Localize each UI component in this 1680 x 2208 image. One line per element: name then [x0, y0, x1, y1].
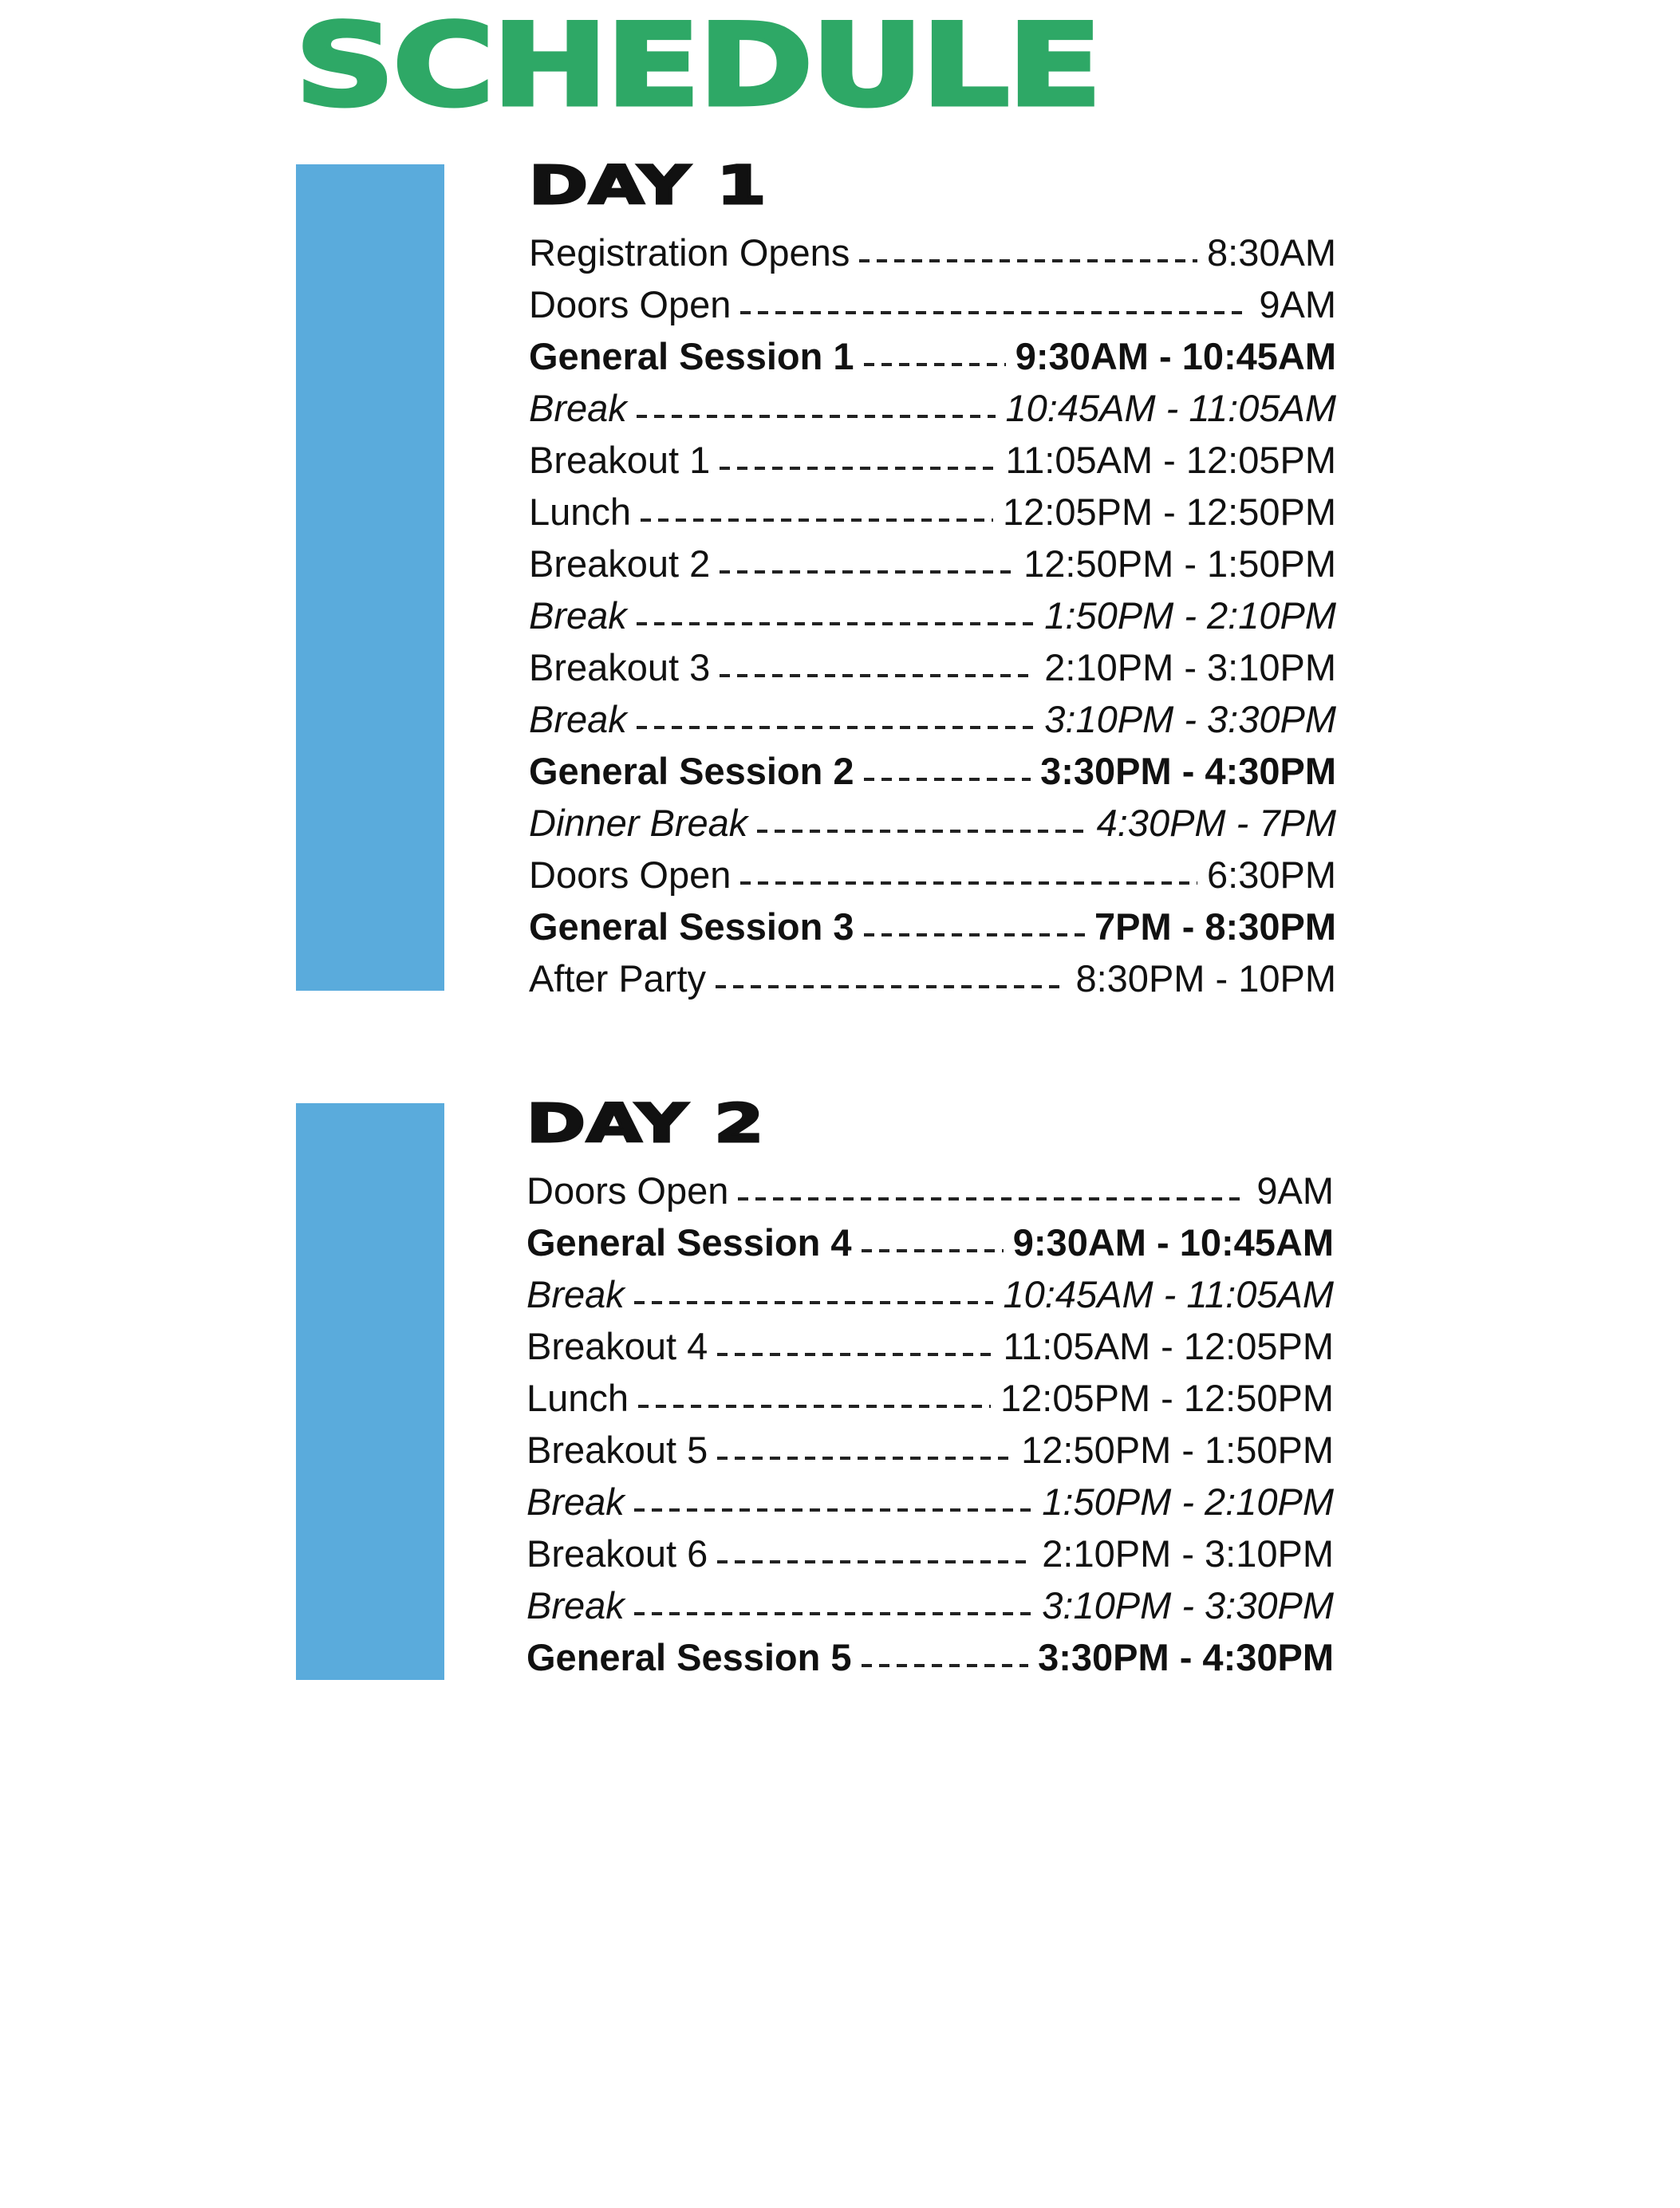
schedule-row	[526, 1268, 1334, 1320]
event-time: 8:30PM - 10PM	[1075, 957, 1336, 1000]
day-2-list	[526, 1165, 1334, 1683]
event-time: 12:05PM - 12:50PM	[1003, 491, 1336, 533]
event-time: 3:10PM - 3:30PM	[1042, 1584, 1334, 1626]
event-label: Break	[529, 387, 627, 429]
event-time: 2:10PM - 3:10PM	[1042, 1532, 1334, 1575]
event-time: 7PM - 8:30PM	[1094, 905, 1336, 948]
dotted-leader	[757, 830, 1086, 833]
event-time: 10:45AM - 11:05AM	[1005, 387, 1336, 429]
dotted-leader	[634, 1612, 1033, 1615]
event-label: Dinner Break	[529, 802, 748, 844]
dotted-leader	[720, 570, 1014, 574]
date-bar-day-2	[296, 1103, 444, 2208]
dotted-leader	[864, 933, 1085, 936]
schedule-row	[526, 1476, 1334, 1528]
event-time: 12:50PM - 1:50PM	[1021, 1429, 1334, 1471]
schedule-row	[526, 1579, 1334, 1631]
event-label: Breakout 5	[526, 1429, 708, 1471]
event-time: 9:30AM - 10:45AM	[1012, 1221, 1334, 1264]
event-label: Break	[526, 1481, 625, 1523]
event-time: 3:30PM - 4:30PM	[1040, 750, 1336, 792]
dotted-leader	[634, 1301, 994, 1304]
dotted-leader	[641, 518, 993, 522]
day-2-heading: DAY 2	[526, 1093, 765, 1154]
event-label: General Session 1	[529, 335, 854, 377]
schedule-row	[529, 486, 1336, 538]
event-label: Breakout 3	[529, 646, 711, 688]
day-1-heading: DAY 1	[529, 155, 767, 216]
schedule-row	[529, 382, 1336, 434]
event-label: Lunch	[526, 1377, 629, 1419]
event-label: Break	[529, 698, 627, 740]
event-label: Breakout 6	[526, 1532, 708, 1575]
dotted-leader	[637, 622, 1035, 625]
schedule-title: SCHEDULE	[295, 0, 1100, 132]
schedule-row	[529, 693, 1336, 745]
dotted-leader	[862, 1249, 1004, 1252]
event-label: Registration Opens	[529, 231, 850, 274]
dotted-leader	[864, 363, 1006, 366]
day-1-list	[529, 227, 1336, 1004]
event-label: Break	[526, 1584, 625, 1626]
dotted-leader	[864, 778, 1031, 781]
schedule-row	[529, 330, 1336, 382]
dotted-leader	[637, 415, 996, 418]
event-label: Breakout 2	[529, 542, 711, 585]
event-label: Doors Open	[529, 854, 732, 896]
event-label: After Party	[529, 957, 707, 1000]
schedule-row	[529, 901, 1336, 952]
event-time: 12:05PM - 12:50PM	[1000, 1377, 1334, 1419]
schedule-row	[529, 538, 1336, 589]
schedule-row	[526, 1631, 1334, 1683]
schedule-row	[526, 1372, 1334, 1424]
event-time: 9AM	[1259, 283, 1336, 325]
schedule-row	[529, 434, 1336, 486]
schedule-row	[529, 952, 1336, 1004]
dotted-leader	[720, 674, 1035, 677]
dotted-leader	[740, 311, 1249, 314]
event-time: 6:30PM	[1207, 854, 1336, 896]
event-label: General Session 2	[529, 750, 854, 792]
dotted-leader	[634, 1508, 1033, 1512]
event-label: General Session 4	[526, 1221, 852, 1264]
event-label: Break	[526, 1273, 625, 1315]
dotted-leader	[862, 1664, 1029, 1667]
event-time: 9:30AM - 10:45AM	[1015, 335, 1336, 377]
event-time: 12:50PM - 1:50PM	[1023, 542, 1336, 585]
event-label: Lunch	[529, 491, 632, 533]
event-label: General Session 3	[529, 905, 854, 948]
event-time: 1:50PM - 2:10PM	[1042, 1481, 1334, 1523]
schedule-row	[526, 1528, 1334, 1579]
dotted-leader	[717, 1353, 993, 1356]
dotted-leader	[740, 881, 1197, 885]
dotted-leader	[717, 1457, 1012, 1460]
dotted-leader	[717, 1560, 1032, 1563]
day-1-schedule	[529, 156, 1336, 1004]
dotted-leader	[638, 1405, 991, 1408]
schedule-row	[526, 1320, 1334, 1372]
event-time: 11:05AM - 12:05PM	[1005, 439, 1336, 481]
schedule-row	[529, 278, 1336, 330]
event-label: Break	[529, 594, 627, 637]
event-label: Breakout 1	[529, 439, 711, 481]
dotted-leader	[637, 726, 1035, 729]
event-time: 9AM	[1256, 1169, 1334, 1212]
schedule-row	[529, 849, 1336, 901]
day-2-schedule	[526, 1094, 1334, 1683]
dotted-leader	[716, 985, 1066, 988]
event-time: 3:10PM - 3:30PM	[1044, 698, 1336, 740]
schedule-row	[526, 1165, 1334, 1216]
schedule-row	[529, 227, 1336, 278]
event-time: 3:30PM - 4:30PM	[1038, 1636, 1334, 1678]
event-label: Doors Open	[529, 283, 732, 325]
date-label-day-2: URSDAY, FEBRUARY 9	[372, 1680, 424, 2208]
event-time: 10:45AM - 11:05AM	[1003, 1273, 1334, 1315]
schedule-row	[526, 1216, 1334, 1268]
schedule-row	[529, 641, 1336, 693]
schedule-row	[529, 589, 1336, 641]
event-time: 11:05AM - 12:05PM	[1003, 1325, 1334, 1367]
dotted-leader	[720, 467, 996, 470]
event-label: Doors Open	[526, 1169, 729, 1212]
schedule-row	[526, 1424, 1334, 1476]
event-time: 4:30PM - 7PM	[1096, 802, 1336, 844]
dotted-leader	[738, 1197, 1247, 1201]
event-label: General Session 5	[526, 1636, 852, 1678]
date-bar-day-1	[296, 164, 444, 991]
schedule-row	[529, 797, 1336, 849]
dotted-leader	[859, 259, 1197, 262]
event-time: 8:30AM	[1207, 231, 1336, 274]
event-time: 1:50PM - 2:10PM	[1044, 594, 1336, 637]
schedule-row	[529, 745, 1336, 797]
event-time: 2:10PM - 3:10PM	[1044, 646, 1336, 688]
event-label: Breakout 4	[526, 1325, 708, 1367]
